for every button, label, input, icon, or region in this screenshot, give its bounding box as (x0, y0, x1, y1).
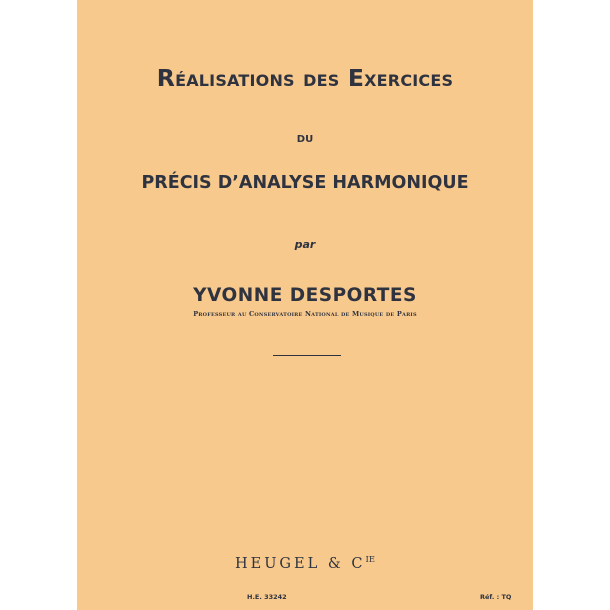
book-title: Réalisations des Exercices (156, 64, 454, 92)
book-cover (77, 0, 533, 610)
author-name: YVONNE DESPORTES (193, 285, 417, 306)
book-subtitle: PRÉCIS D’ANALYSE HARMONIQUE (141, 173, 469, 193)
publisher-superscript: IE (365, 555, 376, 565)
author-position: Professeur au Conservatoire National de Musique de Paris (193, 310, 417, 318)
divider-rule (273, 355, 341, 356)
plate-number: H.E. 33242 (247, 593, 287, 601)
by-label: par (294, 238, 316, 251)
title-connector: DU (296, 134, 314, 145)
publisher-main: HEUGEL & C (234, 555, 366, 572)
reference-code: Réf. : TQ (480, 593, 512, 601)
publisher-name (77, 555, 533, 572)
